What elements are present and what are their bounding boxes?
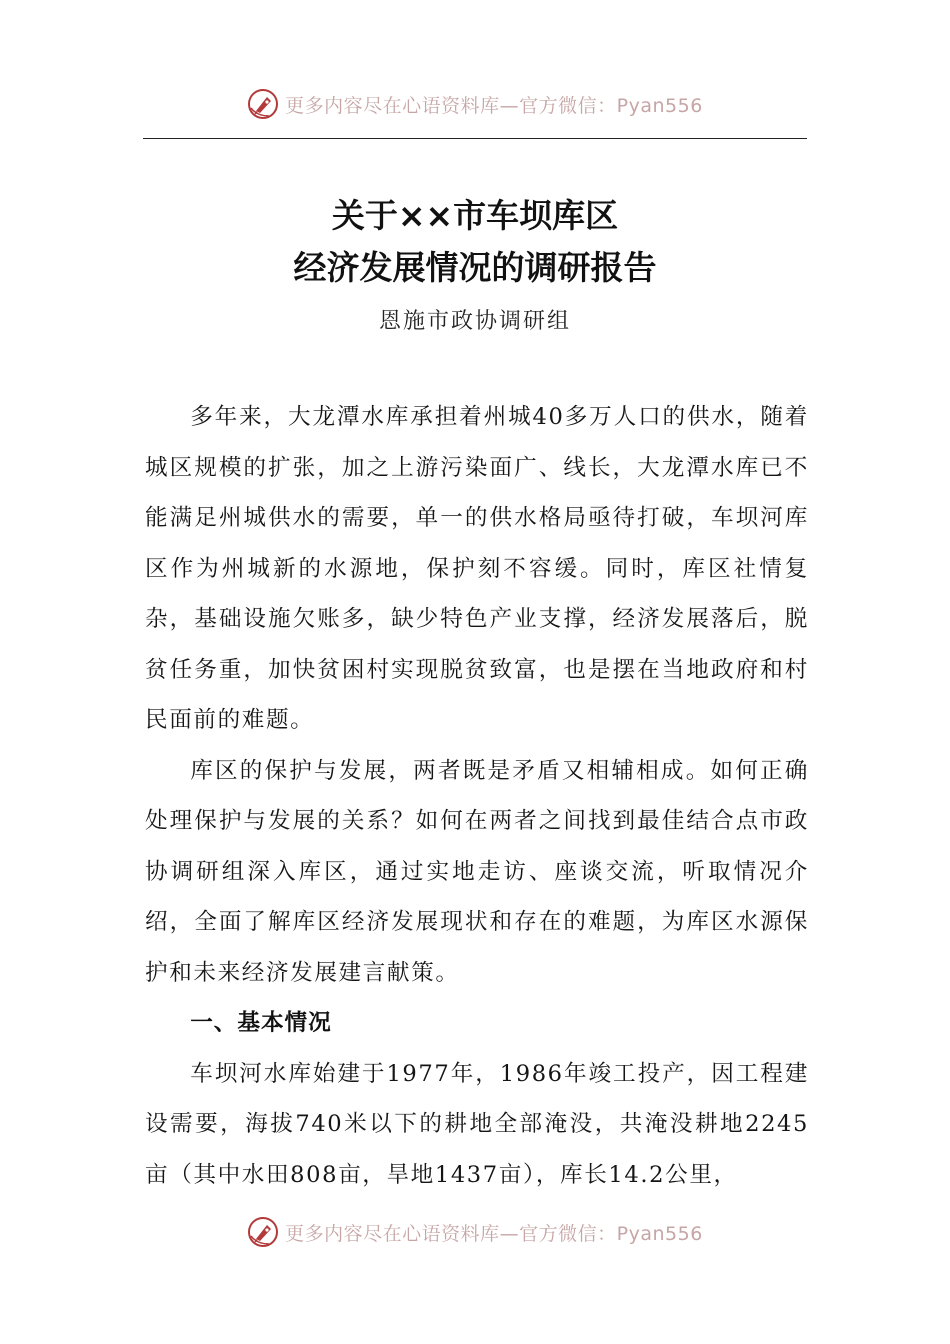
header-watermark-content (247, 88, 703, 120)
body-paragraph-2: 库区的保护与发展，两者既是矛盾又相辅相成。如何正确处理保护与发展的关系？如何在两者之间找到最佳结合点市政协调研组深入库区，通过实地走访、座谈交流，听取情况介绍，全面了解库区经济发展现状和存在的难题，为库区水源保护和未来经济发展建言献策。 (145, 757, 809, 986)
title-line-2: 经济发展情况的调研报告 (293, 248, 657, 287)
header-divider (143, 138, 807, 139)
header-watermark-text: 更多内容尽在心语资料库—官方微信：Pyan556 (285, 94, 703, 117)
footer-watermark-banner (0, 1214, 950, 1250)
header-watermark-banner (0, 86, 950, 122)
footer-watermark-text: 更多内容尽在心语资料库—官方微信：Pyan556 (285, 1222, 703, 1245)
pen-nib-logo-icon (247, 1216, 279, 1248)
footer-watermark-content (247, 1216, 703, 1248)
section-paragraph: 车坝河水库始建于1977年，1986年竣工投产，因工程建设需要，海拔740米以下的耕地全部淹没，共淹没耕地2245亩（其中水田808亩，旱地1437亩），库长14.2公里， (145, 1060, 809, 1188)
section-heading: 一、基本情况 (190, 1010, 332, 1036)
pen-nib-logo-icon (247, 88, 279, 120)
page-title (0, 190, 950, 294)
body-paragraph-1: 多年来，大龙潭水库承担着州城40多万人口的供水，随着城区规模的扩张，加之上游污染面广、线长，大龙潭水库已不能满足州城供水的需要，单一的供水格局亟待打破，车坝河库区作为州城新的水源地，保护刻不容缓。同时，库区社情复杂，基础设施欠账多，缺少特色产业支撑，经济发展落后，脱贫任务重，加快贫困村实现脱贫致富，也是摆在当地政府和村民面前的难题。 (145, 404, 809, 733)
title-line-1: 关于××市车坝库区 (331, 196, 619, 235)
document-body (145, 392, 809, 1200)
author-line: 恩施市政协调研组 (378, 309, 571, 334)
